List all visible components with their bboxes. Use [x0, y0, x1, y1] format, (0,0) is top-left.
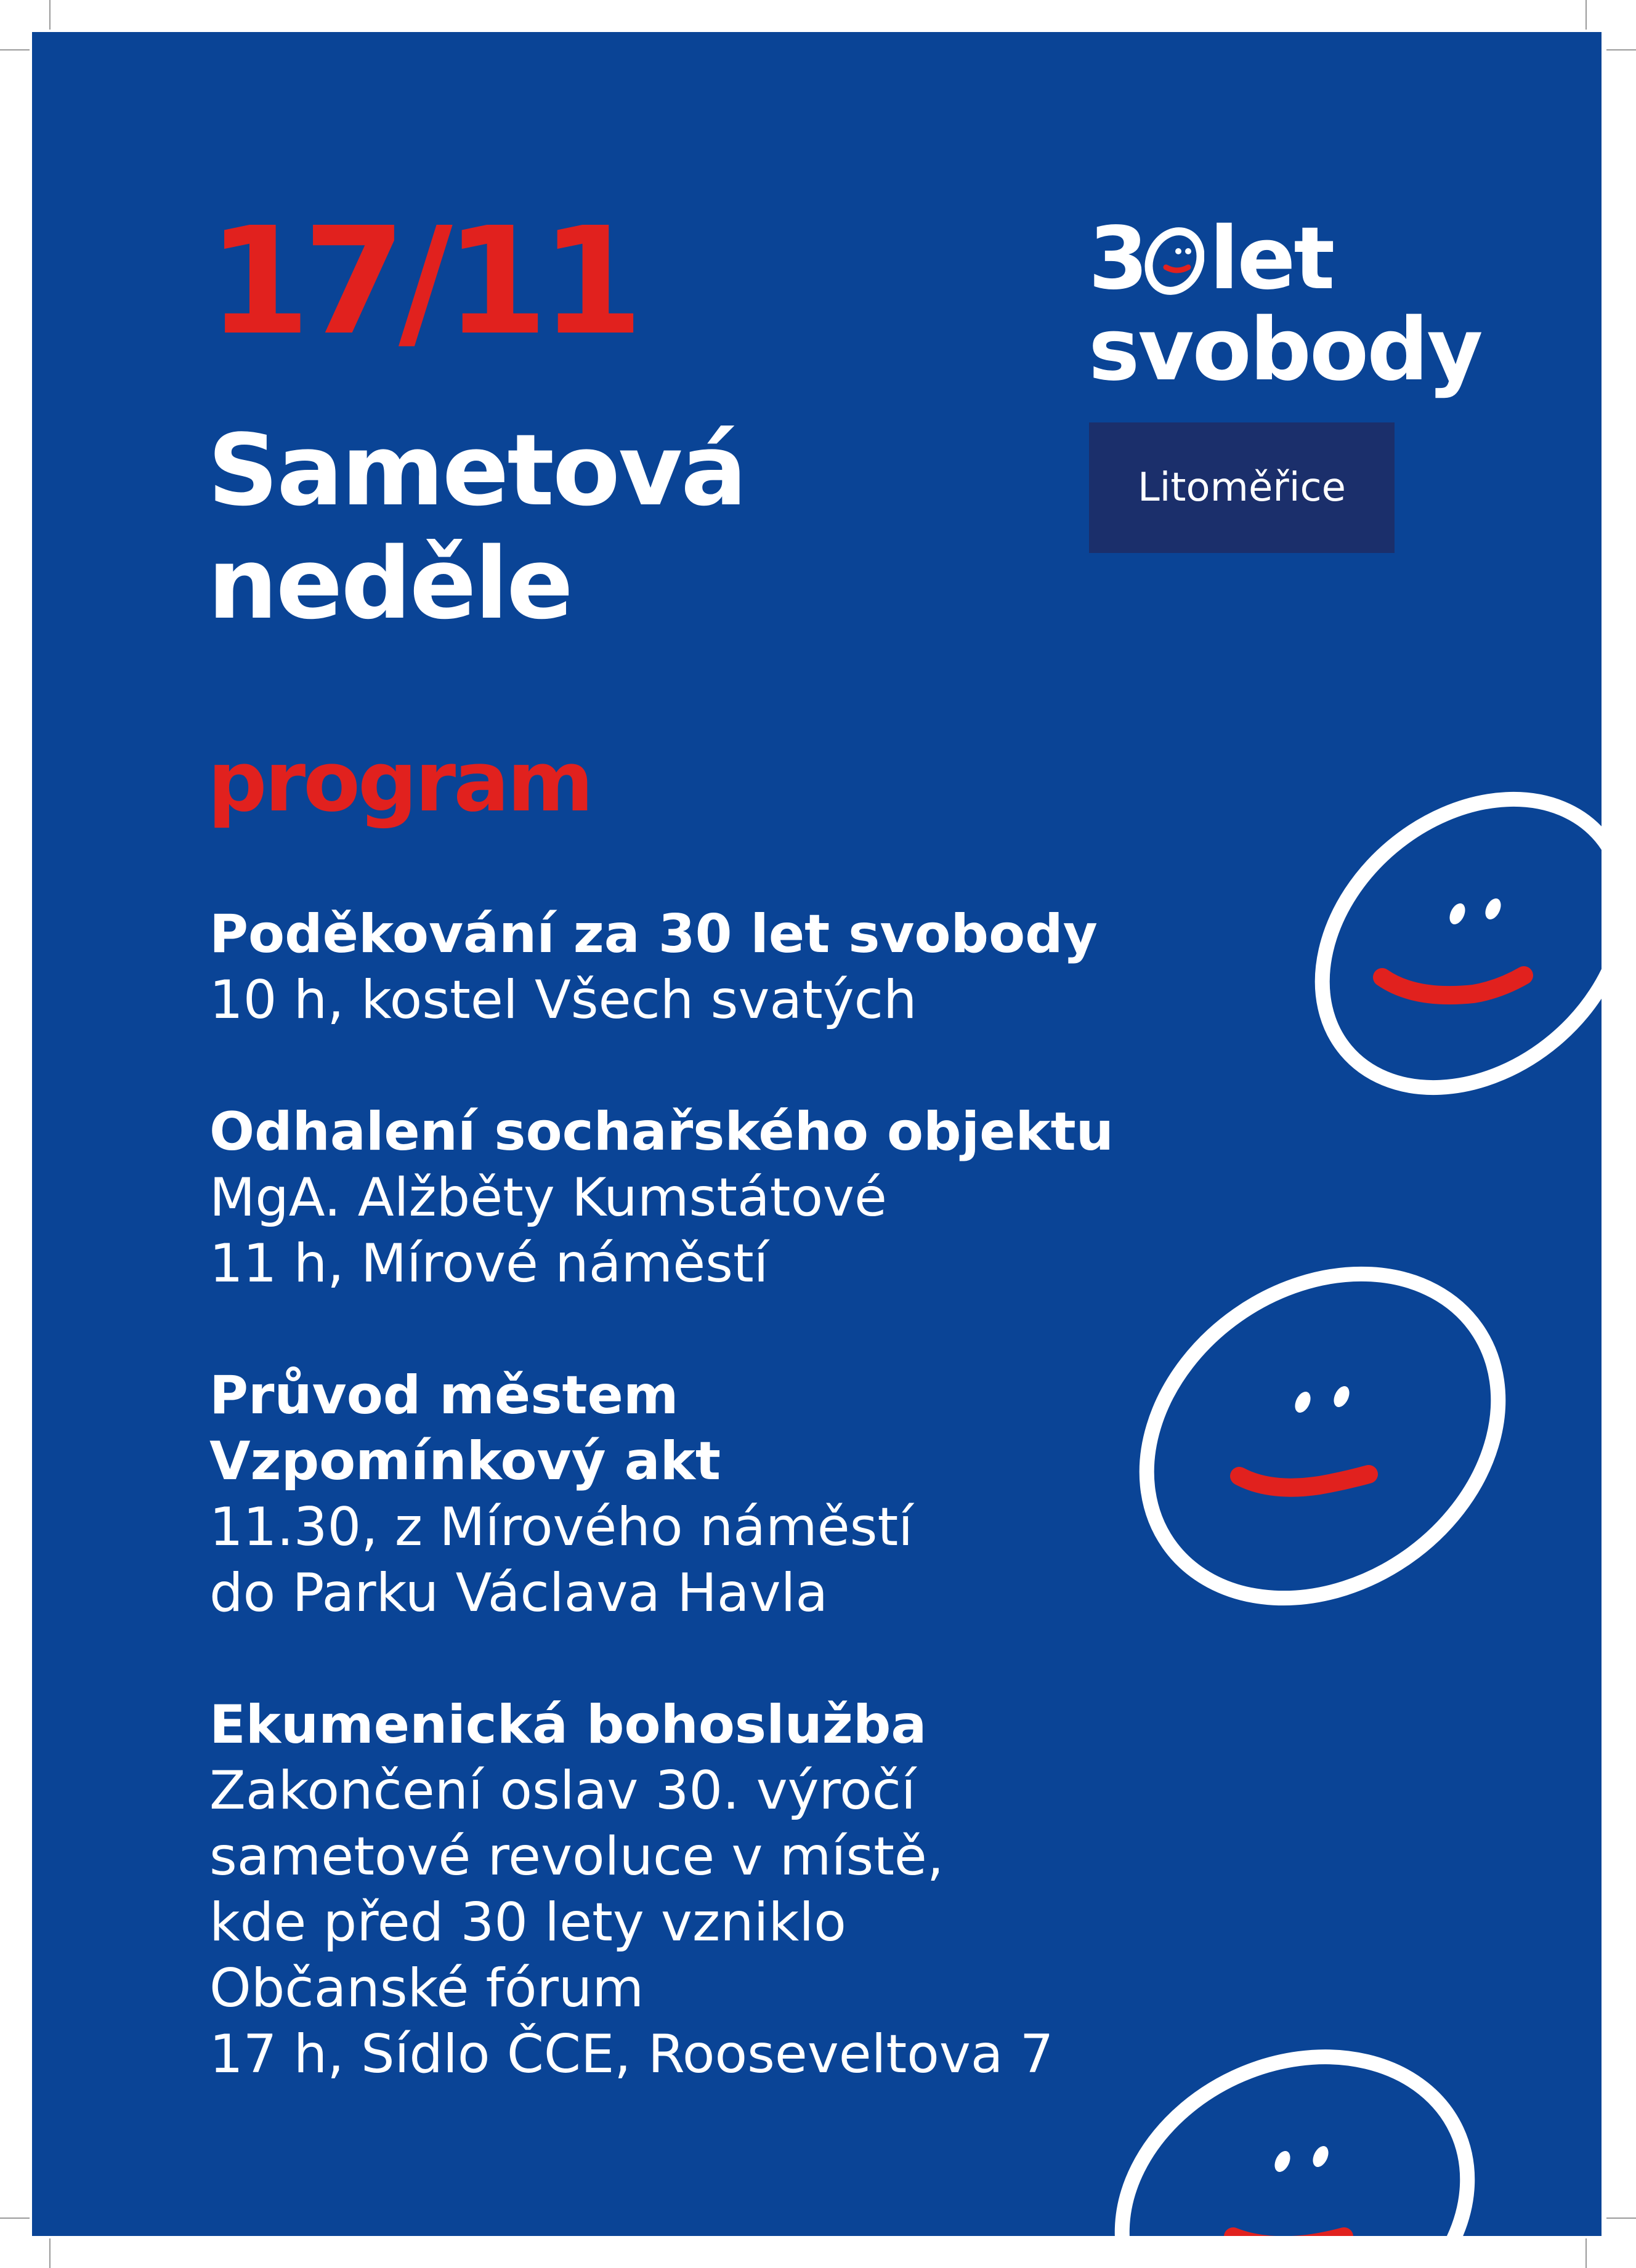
- thirty-years-of-freedom-logo: [1088, 209, 1481, 400]
- title-line: neděle: [208, 526, 572, 641]
- crop-mark: [49, 0, 51, 30]
- litomerice-logo: [1089, 422, 1395, 553]
- crop-mark: [1606, 2218, 1636, 2219]
- poster: [32, 32, 1602, 2236]
- crop-mark: [1585, 0, 1587, 30]
- smiley-face-icon: [1079, 2003, 1510, 2236]
- title-line: Sametová: [208, 413, 746, 528]
- program-item-title: Odhalení sochařského objektu: [209, 1101, 1114, 1163]
- program-item-title: Vzpomínkový akt: [209, 1431, 721, 1492]
- program-item-detail: sametové revoluce v místě,: [209, 1826, 944, 1887]
- logo-freedom: svobody: [1088, 300, 1481, 400]
- program-item: [209, 902, 1318, 1033]
- program-heading: program: [208, 733, 591, 830]
- crop-mark: [1585, 2238, 1587, 2268]
- logo-digit: 3: [1088, 209, 1147, 309]
- event-date: 17/11: [208, 195, 636, 368]
- program-item-title: Ekumenická bohoslužba: [209, 1694, 927, 1756]
- crop-mark: [0, 2218, 30, 2219]
- program-item-detail: 11.30, z Mírového náměstí: [209, 1496, 913, 1558]
- crop-mark: [0, 49, 30, 50]
- program-item-detail: MgA. Alžběty Kumstátové: [209, 1167, 887, 1229]
- logo-row-1: [1088, 209, 1481, 309]
- city-name: Litoměřice: [1137, 465, 1346, 511]
- program-item-title: Průvod městem: [209, 1365, 679, 1426]
- program-item-detail: 11 h, Mírové náměstí: [209, 1233, 769, 1294]
- smiley-zero-icon: [1143, 224, 1204, 297]
- program-item-detail: 10 h, kostel Všech svatých: [209, 969, 917, 1031]
- program-item-detail: Zakončení oslav 30. výročí: [209, 1760, 916, 1822]
- program-item-detail: 17 h, Sídlo ČCE, Rooseveltova 7: [209, 2024, 1054, 2085]
- crop-mark: [49, 2238, 51, 2268]
- program-item-title: Poděkování za 30 let svobody: [209, 903, 1098, 965]
- program-item-detail: kde před 30 lety vzniklo: [209, 1892, 846, 1953]
- smiley-face-icon: [1270, 746, 1602, 1140]
- program-item-detail: do Parku Václava Havla: [209, 1562, 828, 1624]
- crop-mark: [1606, 49, 1636, 50]
- event-title: [208, 414, 745, 640]
- logo-let: let: [1209, 209, 1334, 309]
- smiley-face-icon: [1110, 1245, 1529, 1627]
- program-item-detail: Občanské fórum: [209, 1958, 644, 2019]
